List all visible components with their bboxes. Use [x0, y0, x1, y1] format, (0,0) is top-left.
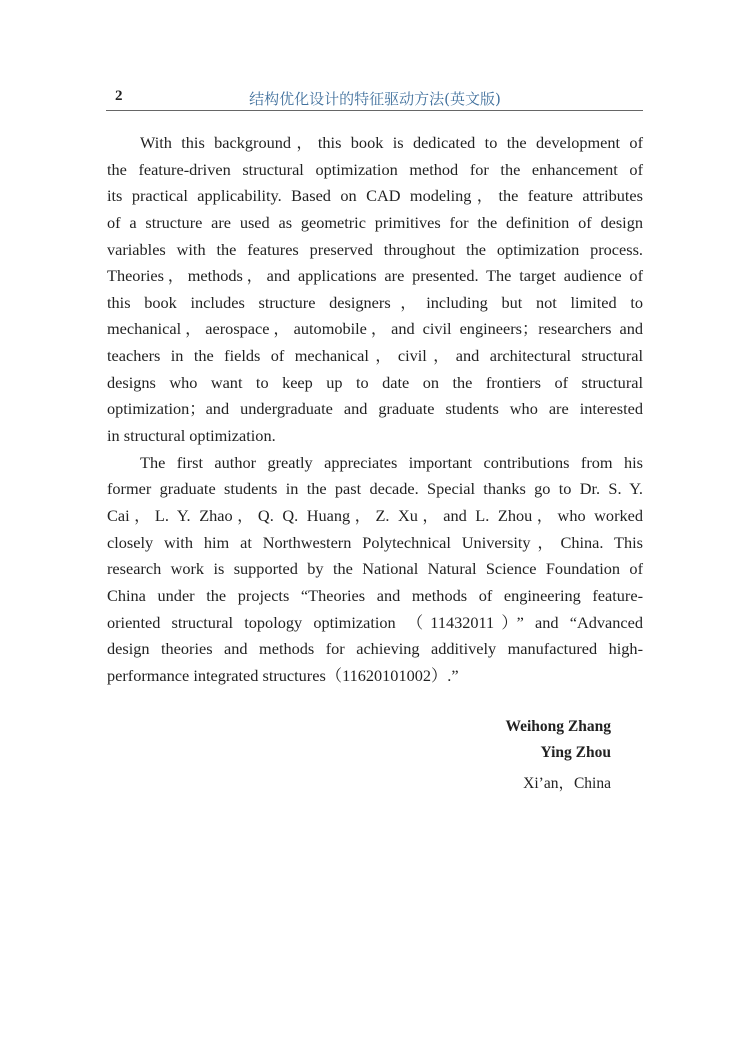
- text-line: its practical applicability. Based on CAD modeling，the feature attributes: [107, 186, 643, 206]
- text-line: designs who want to keep up to date on the frontiers of structural: [107, 372, 643, 392]
- text-line: former graduate students in the past decade. Special thanks go to Dr. S. Y.: [107, 479, 643, 499]
- text-line: mechanical，aerospace，automobile，and civil engineers；researchers and: [107, 319, 643, 339]
- text-line: research work is supported by the National Natural Science Foundation of: [107, 559, 643, 579]
- text-line: Cai，L. Y. Zhao，Q. Q. Huang，Z. Xu，and L. Zhou，who worked: [107, 505, 643, 525]
- text-line: this book includes structure designers，including but not limited to: [107, 292, 643, 312]
- text-line: China under the projects “Theories and methods of engineering feature-: [107, 585, 643, 605]
- body-text: [107, 130, 643, 689]
- text-line: optimization；and undergraduate and graduate students who are interested: [107, 399, 643, 419]
- signature-author-1: Weihong Zhang: [505, 718, 611, 735]
- text-line: the feature-driven structural optimization method for the enhancement of: [107, 159, 643, 179]
- text-line: With this background，this book is dedicated to the development of: [140, 133, 643, 152]
- text-line: performance integrated structures（11620101002）.”: [107, 665, 459, 685]
- paragraph: [107, 130, 643, 450]
- running-header-title: 结构优化设计的特征驱动方法(英文版): [249, 90, 501, 108]
- paragraph: [107, 450, 643, 690]
- text-line: Theories，methods，and applications are presented. The target audience of: [107, 266, 643, 286]
- text-line: in structural optimization.: [107, 426, 276, 446]
- text-line: The first author greatly appreciates important contributions from his: [140, 452, 643, 472]
- signature-place: Xi’an，China: [523, 775, 611, 792]
- text-line: variables with the features preserved throughout the optimization process.: [107, 239, 643, 259]
- text-line: teachers in the fields of mechanical，civil，and architectural structural: [107, 346, 643, 366]
- header-rule: [106, 110, 643, 111]
- text-line: of a structure are used as geometric primitives for the definition of design: [107, 212, 643, 232]
- signature-author-2: Ying Zhou: [540, 744, 611, 761]
- page-number: 2: [115, 88, 123, 104]
- text-line: oriented structural topology optimization （11432011）” and “Advanced: [107, 612, 643, 632]
- text-line: closely with him at Northwestern Polytechnical University，China. This: [107, 532, 643, 552]
- text-line: design theories and methods for achieving additively manufactured high-: [107, 639, 643, 659]
